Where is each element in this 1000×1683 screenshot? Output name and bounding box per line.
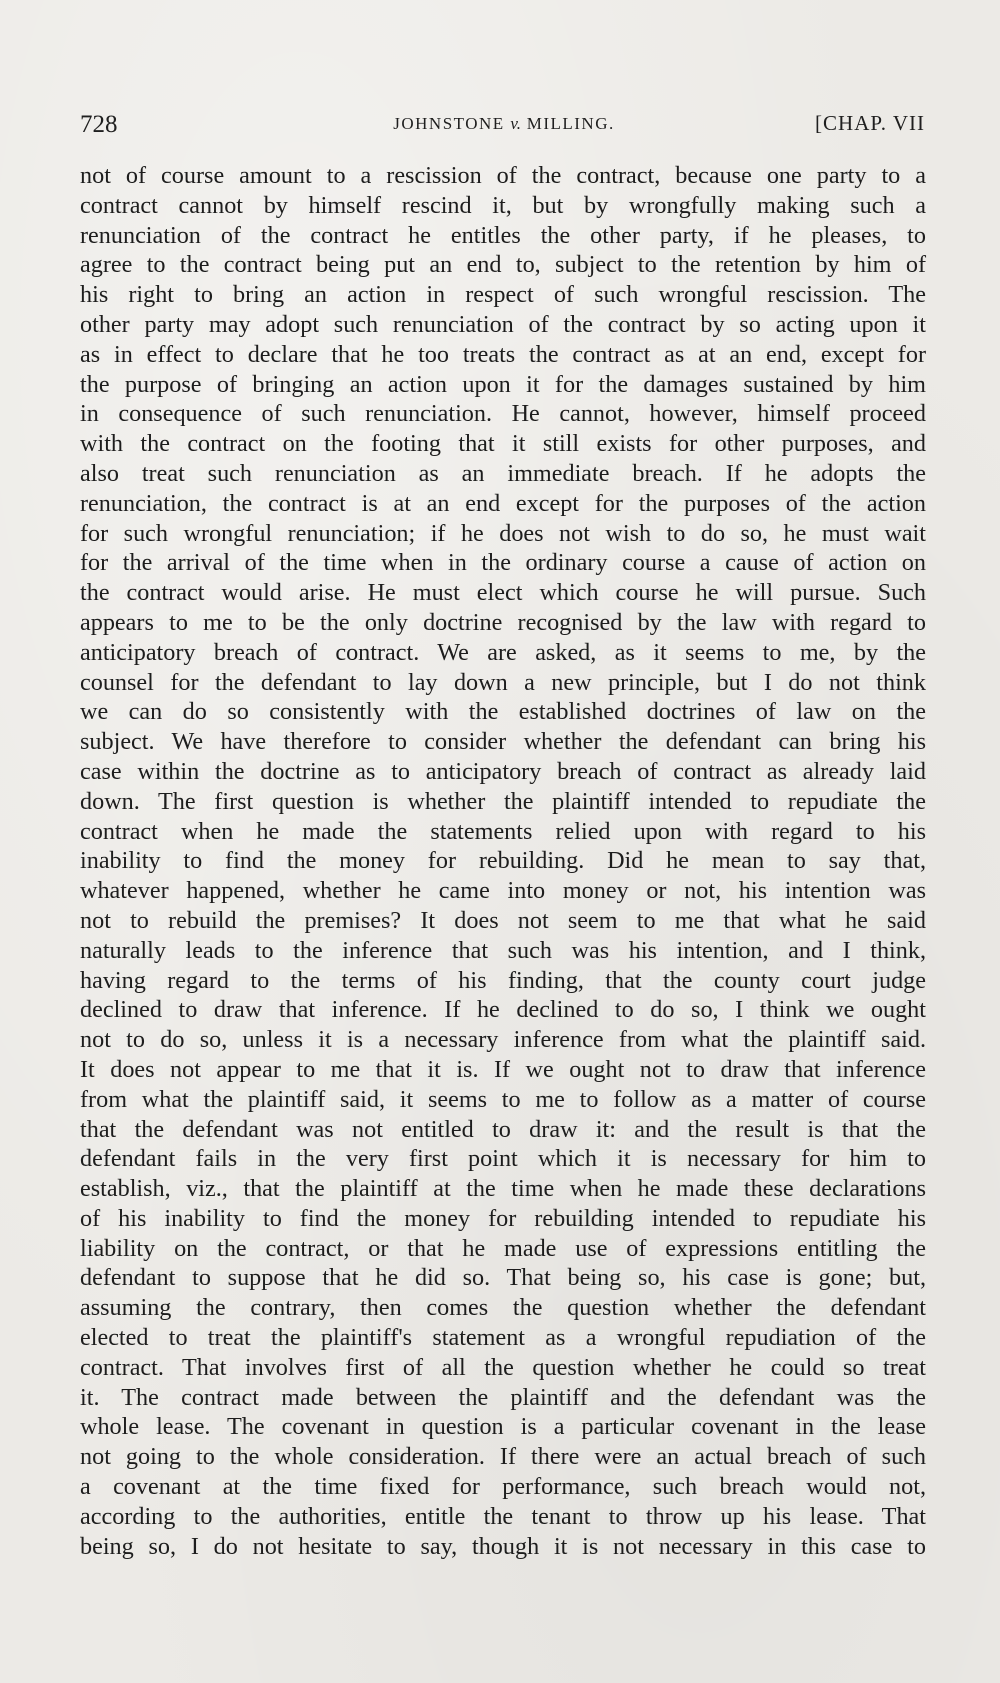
text-line: naturally leads to the inference that such was his intention, and I think, <box>80 936 926 964</box>
text-line: his right to bring an action in respect of such wrongful rescission. The <box>80 281 926 309</box>
text-line: having regard to the terms of his finding, that the county court judge <box>80 966 926 994</box>
text-line: the contract would arise. He must elect which course he will pursue. Such <box>80 579 926 607</box>
text-line: assuming the contrary, then comes the question whether the defendant <box>80 1294 926 1322</box>
text-line: being so, I do not hesitate to say, though it is not necessary in this case to <box>80 1532 926 1560</box>
text-line: counsel for the defendant to lay down a new principle, but I do not think <box>80 668 926 696</box>
text-line: contract. That involves first of all the question whether he could so treat <box>80 1353 926 1381</box>
text-line: in consequence of such renunciation. He cannot, however, himself proceed <box>80 400 926 428</box>
text-line: contract cannot by himself rescind it, but by wrongfully making such a <box>80 191 926 219</box>
text-line: a covenant at the time fixed for performance, such breach would not, <box>80 1473 926 1501</box>
text-line: as in effect to declare that he too treats the contract as at an end, except for <box>80 340 926 368</box>
running-title-versus: v. <box>510 114 521 133</box>
text-line: for the arrival of the time when in the ordinary course a cause of action on <box>80 549 926 577</box>
chapter-label: [CHAP. VII <box>815 111 925 135</box>
running-title <box>80 114 928 134</box>
text-line: It does not appear to me that it is. If we ought not to draw that inference <box>80 1055 926 1083</box>
text-line: appears to me to be the only doctrine recognised by the law with regard to <box>80 608 926 636</box>
text-line: not to do so, unless it is a necessary inference from what the plaintiff said. <box>80 1026 926 1054</box>
text-line: inability to find the money for rebuilding. Did he mean to say that, <box>80 847 926 875</box>
text-line: liability on the contract, or that he made use of expressions entitling the <box>80 1234 926 1262</box>
running-title-left: JOHNSTONE <box>393 114 505 133</box>
text-line: contract when he made the statements relied upon with regard to his <box>80 817 926 845</box>
text-line: not to rebuild the premises? It does not seem to me that what he said <box>80 906 926 934</box>
text-line: not of course amount to a rescission of the contract, because one party to a <box>80 162 926 189</box>
text-line: elected to treat the plaintiff's statement as a wrongful repudiation of the <box>80 1324 926 1352</box>
text-line: the purpose of bringing an action upon it for the damages sustained by him <box>80 370 926 398</box>
text-line: renunciation, the contract is at an end except for the purposes of the action <box>80 489 926 517</box>
text-line: establish, viz., that the plaintiff at the time when he made these declarations <box>80 1175 926 1203</box>
text-line: for such wrongful renunciation; if he does not wish to do so, he must wait <box>80 519 926 547</box>
text-line: with the contract on the footing that it still exists for other purposes, and <box>80 430 926 458</box>
text-line: we can do so consistently with the established doctrines of law on the <box>80 698 926 726</box>
text-line: not going to the whole consideration. If there were an actual breach of such <box>80 1443 926 1471</box>
text-line: defendant to suppose that he did so. That being so, his case is gone; but, <box>80 1264 926 1292</box>
text-line: it. The contract made between the plaintiff and the defendant was the <box>80 1383 926 1411</box>
text-line: defendant fails in the very first point which it is necessary for him to <box>80 1145 926 1173</box>
text-line: also treat such renunciation as an immediate breach. If he adopts the <box>80 459 926 487</box>
body-text <box>80 161 926 1561</box>
page-number: 728 <box>80 111 118 138</box>
text-line: that the defendant was not entitled to draw it: and the result is that the <box>80 1115 926 1143</box>
text-line: whole lease. The covenant in question is a particular covenant in the lease <box>80 1413 926 1441</box>
text-line: of his inability to find the money for rebuilding intended to repudiate his <box>80 1204 926 1232</box>
running-title-right: MILLING. <box>526 114 615 133</box>
text-line: according to the authorities, entitle the tenant to throw up his lease. That <box>80 1502 926 1530</box>
text-line: anticipatory breach of contract. We are asked, as it seems to me, by the <box>80 638 926 666</box>
text-line: agree to the contract being put an end to, subject to the retention by him of <box>80 251 926 279</box>
text-line: declined to draw that inference. If he declined to do so, I think we ought <box>80 996 926 1024</box>
text-line: down. The first question is whether the plaintiff intended to repudiate the <box>80 787 926 815</box>
text-line: renunciation of the contract he entitles the other party, if he pleases, to <box>80 221 926 249</box>
text-line: case within the doctrine as to anticipatory breach of contract as already laid <box>80 757 926 785</box>
text-line: whatever happened, whether he came into money or not, his intention was <box>80 877 926 905</box>
text-line: subject. We have therefore to consider whether the defendant can bring his <box>80 728 926 756</box>
text-line: other party may adopt such renunciation of the contract by so acting upon it <box>80 310 926 338</box>
text-line: from what the plaintiff said, it seems to me to follow as a matter of course <box>80 1085 926 1113</box>
page-header <box>80 111 928 141</box>
